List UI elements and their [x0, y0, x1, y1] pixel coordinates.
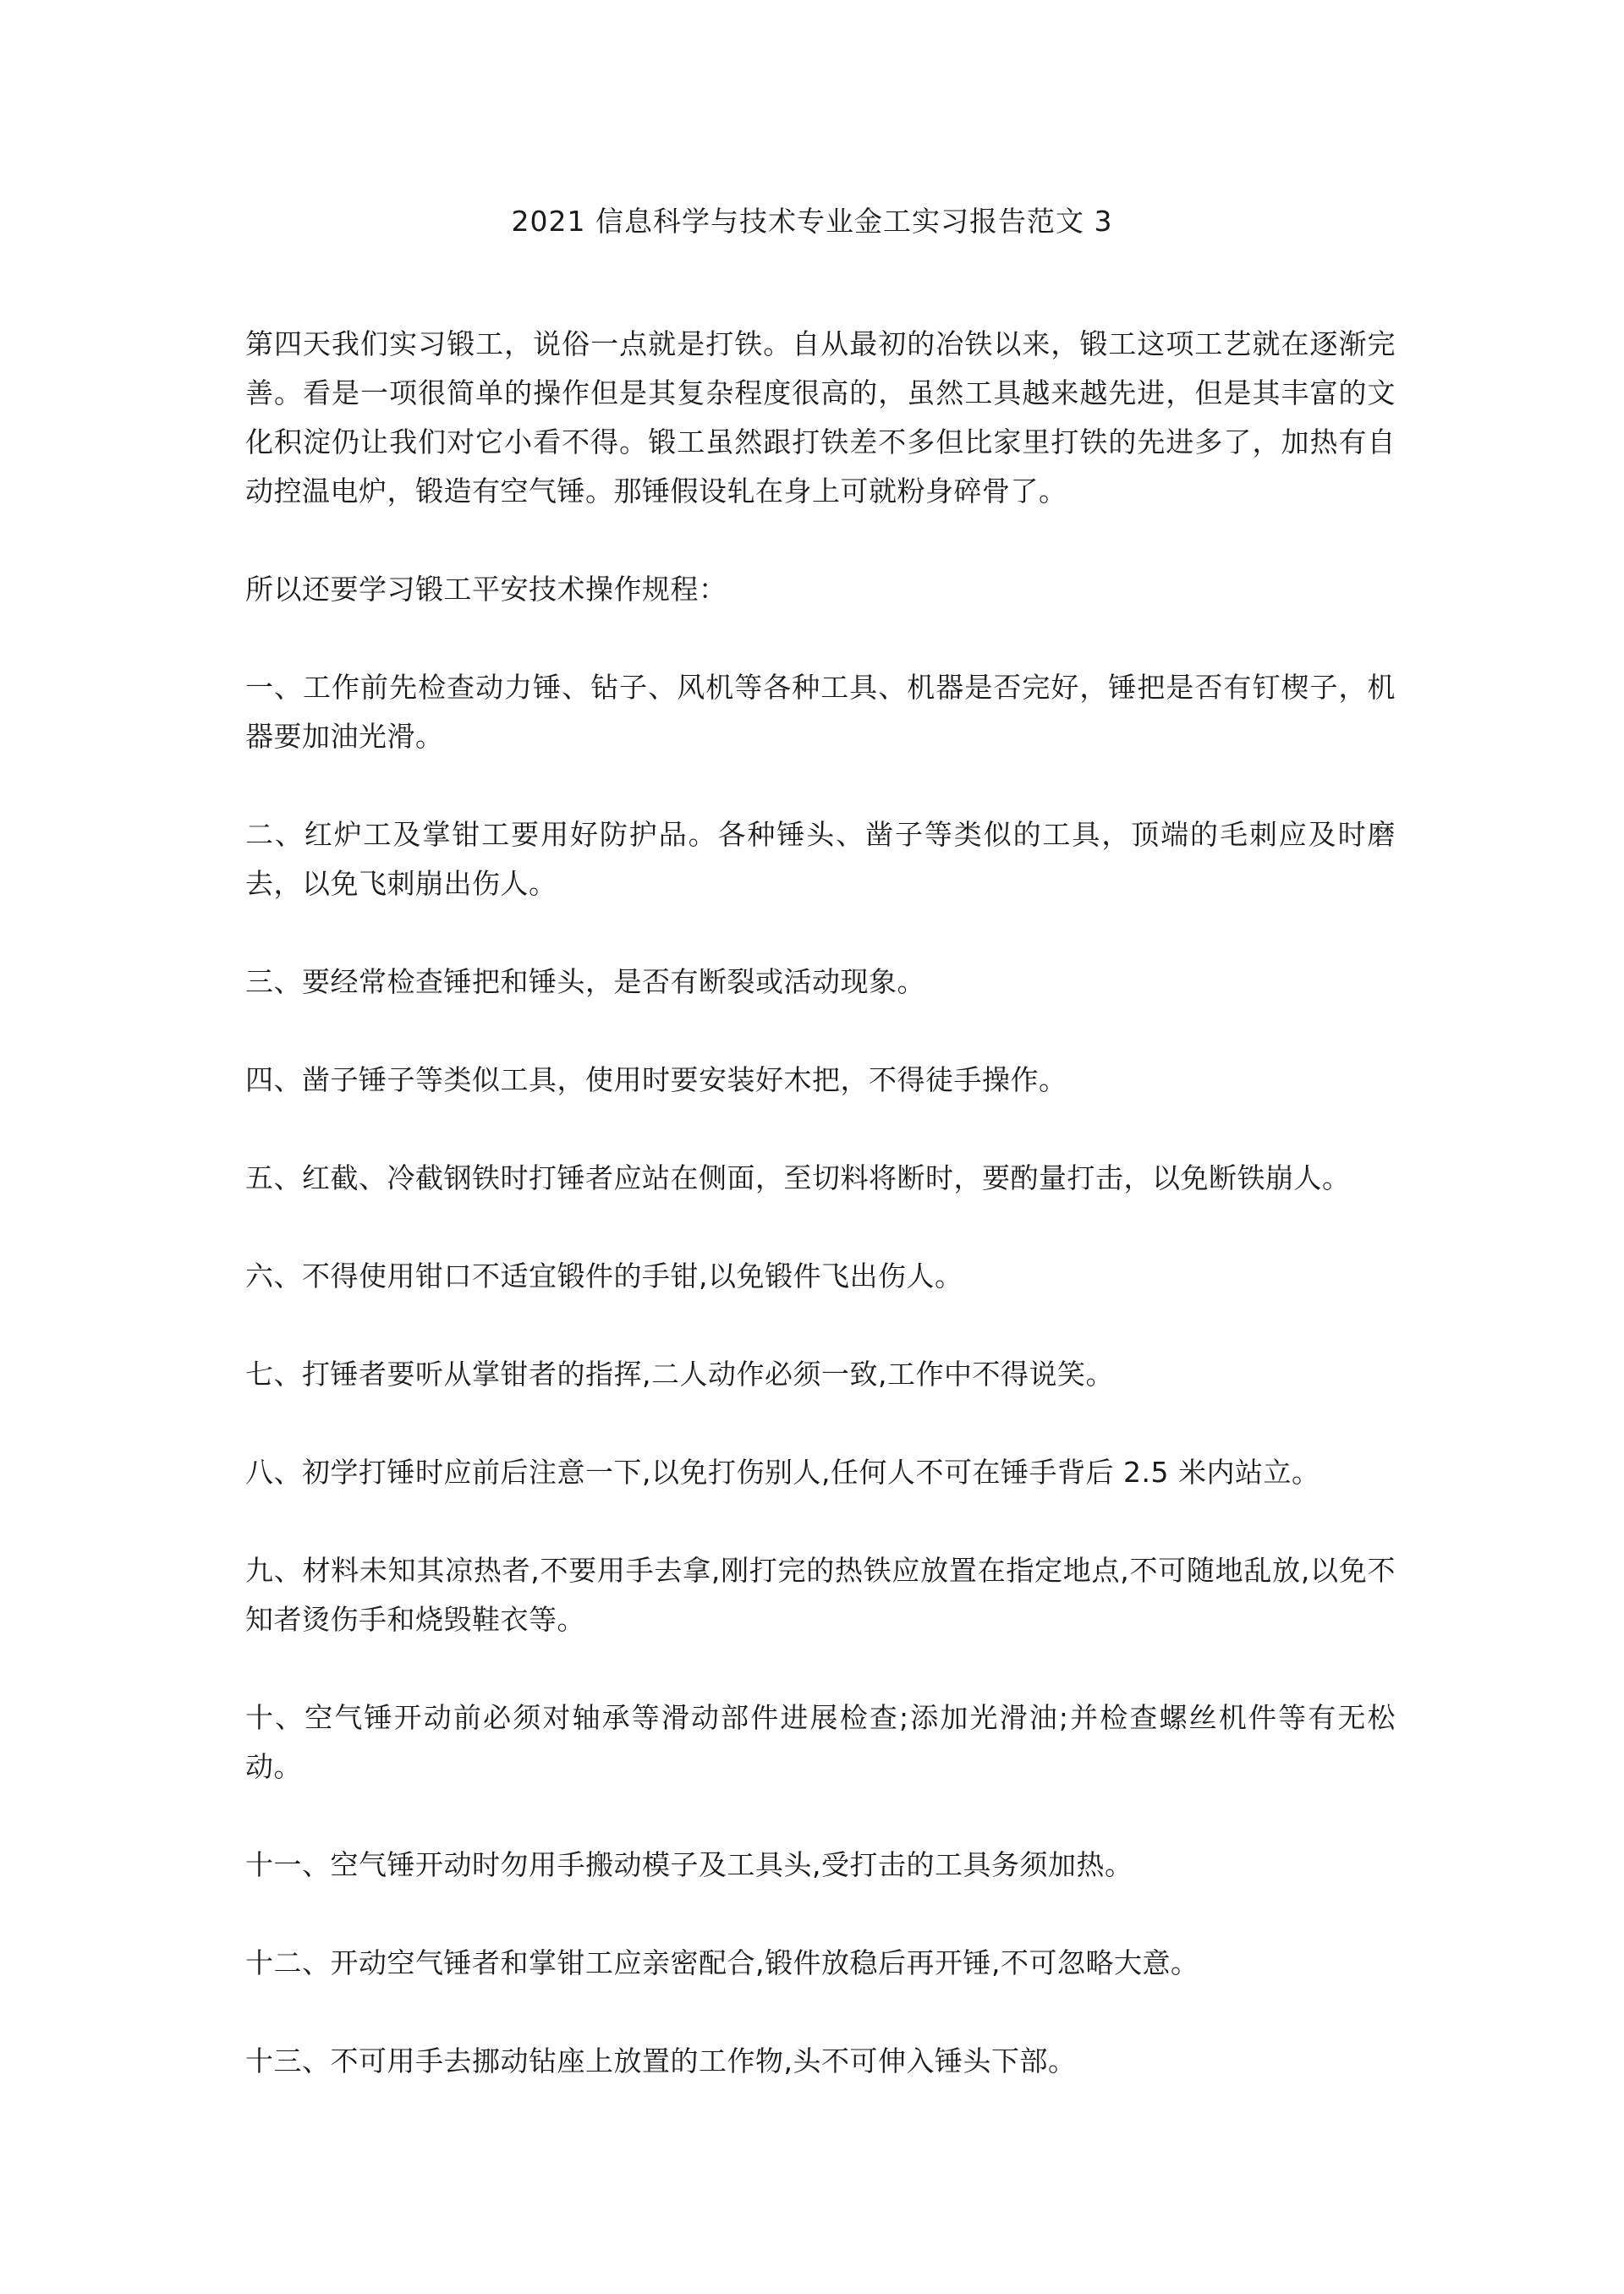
document-body — [245, 320, 1396, 2135]
rule-item-4: 四、凿子锤子等类似工具，使用时要安装好木把，不得徒手操作。 — [245, 1063, 1067, 1096]
rule-item-7: 七、打锤者要听从掌钳者的指挥,二人动作必须一致,工作中不得说笑。 — [245, 1358, 1114, 1391]
rule-item-2: 二、红炉工及掌钳工要用好防护品。各种锤头、凿子等类似的工具，顶端的毛刺应及时磨去，以免飞刺崩出伤人。 — [245, 818, 1396, 900]
paragraph-intro: 第四天我们实习锻工，说俗一点就是打铁。自从最初的冶铁以来，锻工这项工艺就在逐渐完善。看是一项很简单的操作但是其复杂程度很高的，虽然工具越来越先进，但是其丰富的文化积淀仍让我们对它小看不得。锻工虽然跟打铁差不多但比家里打铁的先进多了，加热有自动控温电炉，锻造有空气锤。那锤假设轧在身上可就粉身碎骨了。 — [245, 327, 1396, 508]
paragraph-rules-heading: 所以还要学习锻工平安技术操作规程： — [245, 573, 727, 606]
rule-item-5: 五、红截、冷截钢铁时打锤者应站在侧面，至切料将断时，要酌量打击，以免断铁崩人。 — [245, 1161, 1351, 1194]
rule-item-1: 一、工作前先检查动力锤、钻子、风机等各种工具、机器是否完好，锤把是否有钉楔子，机器要加油光滑。 — [245, 671, 1396, 753]
rule-item-6: 六、不得使用钳口不适宜锻件的手钳,以免锻件飞出伤人。 — [245, 1260, 963, 1292]
rule-item-11: 十一、空气锤开动时勿用手搬动模子及工具头,受打击的工具务须加热。 — [245, 1848, 1133, 1881]
rule-item-10: 十、空气锤开动前必须对轴承等滑动部件进展检查;添加光滑油;并检查螺丝机件等有无松动。 — [245, 1701, 1396, 1783]
rule-item-3: 三、要经常检查锤把和锤头，是否有断裂或活动现象。 — [245, 965, 925, 998]
rule-item-13: 十三、不可用手去挪动钻座上放置的工作物,头不可伸入锤头下部。 — [245, 2044, 1077, 2077]
rule-item-12: 十二、开动空气锤者和掌钳工应亲密配合,锻件放稳后再开锤,不可忽略大意。 — [245, 1946, 1199, 1979]
rule-item-9: 九、材料未知其凉热者,不要用手去拿,刚打完的热铁应放置在指定地点,不可随地乱放,以免不知者烫伤手和烧毁鞋衣等。 — [245, 1554, 1396, 1636]
document-title: 2021 信息科学与技术专业金工实习报告范文 3 — [511, 205, 1113, 238]
rule-item-8: 八、初学打锤时应前后注意一下,以免打伤别人,任何人不可在锤手背后 2.5 米内站立。 — [245, 1456, 1320, 1489]
